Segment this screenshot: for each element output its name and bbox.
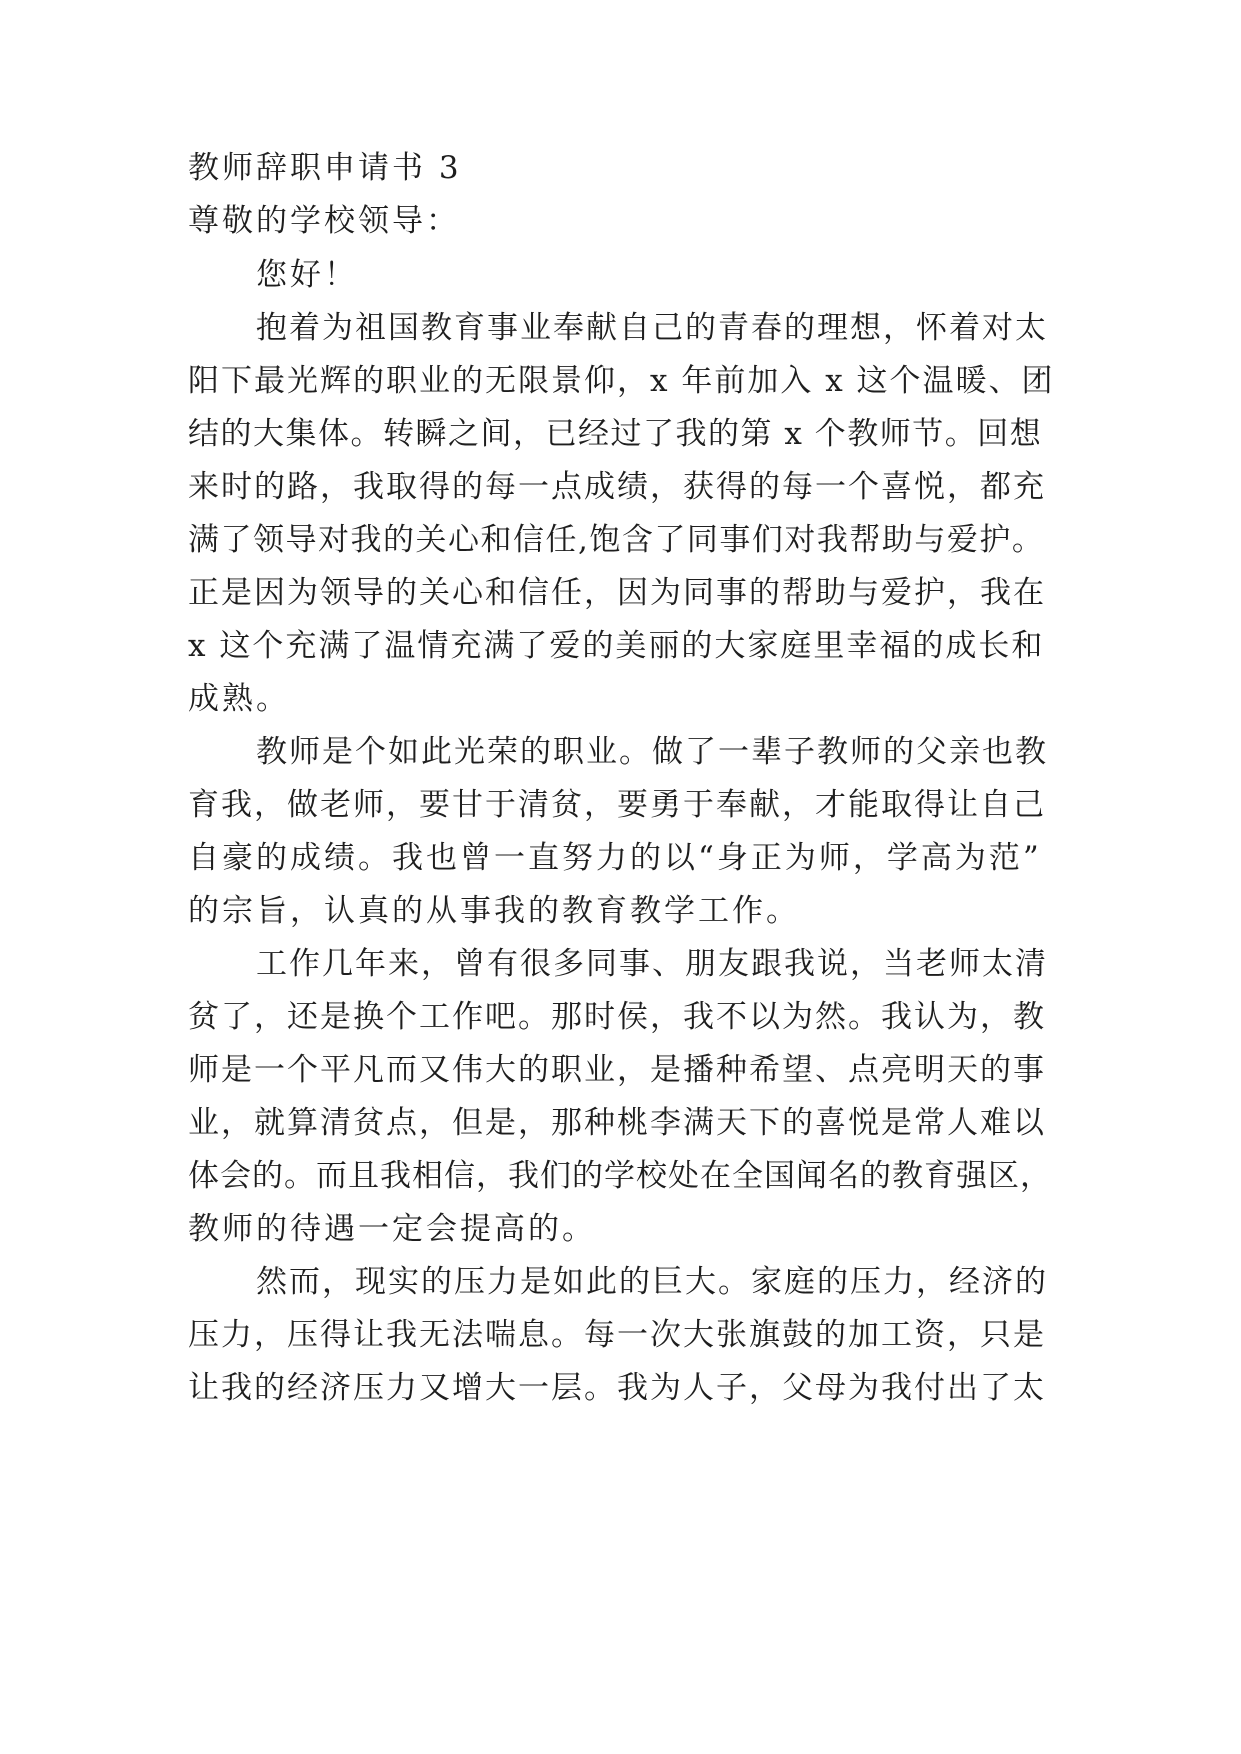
greeting: 您好！ (256, 257, 358, 293)
paragraph-line: 业，就算清贫点，但是，那种桃李满天下的喜悦是常人难以 (188, 1105, 1046, 1141)
document-title: 教师辞职申请书 3 (188, 150, 462, 186)
paragraph-line: 成熟。 (188, 681, 290, 717)
paragraph-line: 然而，现实的压力是如此的巨大。家庭的压力，经济的 (256, 1264, 1048, 1300)
paragraph-line: 贫了，还是换个工作吧。那时侯，我不以为然。我认为，教 (188, 999, 1046, 1035)
paragraph-line: 教师的待遇一定会提高的。 (188, 1211, 596, 1247)
paragraph-line: x 这个充满了温情充满了爱的美丽的大家庭里幸福的成长和 (188, 628, 1045, 664)
paragraph-line: 自豪的成绩。我也曾一直努力的以“身正为师，学高为范” (188, 840, 1042, 876)
paragraph-line: 工作几年来，曾有很多同事、朋友跟我说，当老师太清 (256, 946, 1048, 982)
paragraph-line: 师是一个平凡而又伟大的职业，是播种希望、点亮明天的事 (188, 1052, 1046, 1088)
paragraph-line: 抱着为祖国教育事业奉献自己的青春的理想，怀着对太 (256, 310, 1048, 346)
paragraph-line: 压力，压得让我无法喘息。每一次大张旗鼓的加工资，只是 (188, 1317, 1046, 1353)
salutation: 尊敬的学校领导： (188, 203, 460, 239)
paragraph-line: 满了领导对我的关心和信任,饱含了同事们对我帮助与爱护。 (188, 522, 1045, 558)
paragraph-line: 来时的路，我取得的每一点成绩，获得的每一个喜悦，都充 (188, 469, 1046, 505)
paragraph-line: 让我的经济压力又增大一层。我为人子，父母为我付出了太 (188, 1370, 1046, 1406)
paragraph-line: 阳下最光辉的职业的无限景仰，x 年前加入 x 这个温暖、团 (188, 363, 1055, 399)
paragraph-line: 正是因为领导的关心和信任，因为同事的帮助与爱护，我在 (188, 575, 1046, 611)
paragraph-line: 教师是个如此光荣的职业。做了一辈子教师的父亲也教 (256, 734, 1048, 770)
paragraph-line: 的宗旨，认真的从事我的教育教学工作。 (188, 893, 800, 929)
paragraph-line: 结的大集体。转瞬之间，已经过了我的第 x 个教师节。回想 (188, 416, 1043, 452)
paragraph-line: 体会的。而且我相信，我们的学校处在全国闻名的教育强区， (188, 1158, 1052, 1194)
paragraph-line: 育我，做老师，要甘于清贫，要勇于奉献，才能取得让自己 (188, 787, 1046, 823)
